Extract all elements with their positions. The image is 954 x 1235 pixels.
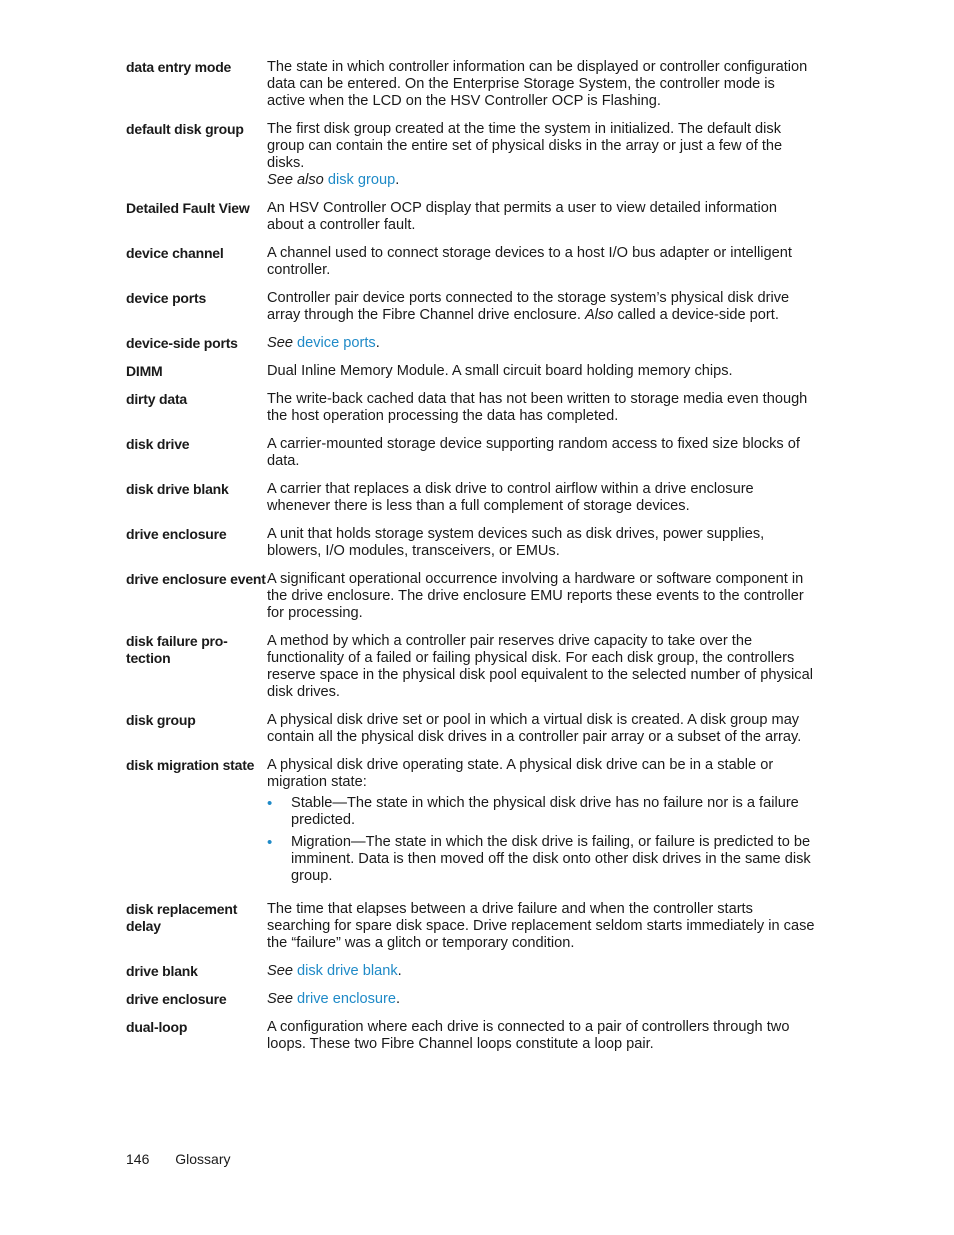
glossary-term: disk drive	[126, 436, 190, 452]
definition-body: A carrier that replaces a disk drive to control airflow within a drive enclosure whenever there is less than a full complement of storage devices.	[267, 481, 754, 514]
glossary-term: disk failure pro-tection	[126, 633, 228, 666]
glossary-entry	[126, 436, 816, 470]
glossary-definition	[267, 481, 816, 515]
definition-body: A carrier-mounted storage device supporting random access to fixed size blocks of data.	[267, 436, 800, 469]
definition-body: The state in which controller information can be displayed or controller configuration data can be entered. On the Enterprise Storage System, the controller mode is active when the LCD on the HSV Controller OCP is Flashing.	[267, 59, 808, 109]
see-prefix: See	[267, 335, 293, 351]
glossary-definition	[267, 633, 816, 701]
definition-text	[267, 901, 816, 952]
definition-body: A channel used to connect storage devices to a host I/O bus adapter or intelligent controller.	[267, 245, 792, 278]
definition-body: Dual Inline Memory Module. A small circuit board holding memory chips.	[267, 363, 733, 379]
also-text: called a device-side port.	[617, 307, 779, 323]
glossary-definition	[267, 391, 816, 425]
glossary-entry	[126, 633, 816, 701]
definition-text	[267, 712, 816, 746]
see-suffix: .	[375, 335, 380, 351]
definition-body: A physical disk drive operating state. A physical disk drive can be in a stable or migration state:	[267, 757, 774, 790]
glossary-entry	[126, 335, 816, 352]
glossary-entry	[126, 526, 816, 560]
glossary-term: drive blank	[126, 963, 198, 979]
glossary-entry	[126, 757, 816, 890]
glossary-entry	[126, 200, 816, 234]
see-prefix: See also	[267, 172, 324, 188]
glossary-definition	[267, 290, 816, 324]
definition-body: A physical disk drive set or pool in which a virtual disk is created. A disk group may contain all the physical disk drives in a controller pair array or a subset of the array.	[267, 712, 802, 745]
see-suffix: .	[395, 172, 400, 188]
glossary-term: drive enclosure event	[126, 571, 266, 587]
glossary-term: dual-loop	[126, 1019, 188, 1035]
glossary-definition	[267, 757, 816, 890]
definition-text	[267, 121, 816, 172]
glossary-term: DIMM	[126, 363, 163, 379]
glossary-entry	[126, 991, 816, 1008]
definition-body: The first disk group created at the time the system in initialized. The default disk group can contain the entire set of physical disks in the array or just a few of the disks.	[267, 121, 783, 171]
glossary-definition	[267, 1019, 816, 1053]
glossary-term: drive enclosure	[126, 991, 227, 1007]
definition-text	[267, 526, 816, 560]
glossary-term: device-side ports	[126, 335, 238, 351]
glossary-entry	[126, 481, 816, 515]
see-prefix: See	[267, 963, 293, 979]
glossary-definition	[267, 571, 816, 622]
see-reference	[267, 963, 816, 980]
glossary-entry	[126, 59, 816, 110]
glossary-term: disk migration state	[126, 757, 255, 773]
glossary-list	[126, 59, 816, 1064]
cross-reference-link[interactable]: drive enclosure	[297, 991, 396, 1007]
definition-body: The time that elapses between a drive failure and when the controller starts searching for spare disk space. Drive replacement seldom starts immediately in case the “failure” was a glitch or temporary condition.	[267, 901, 815, 951]
glossary-definition	[267, 121, 816, 189]
glossary-entry	[126, 245, 816, 279]
definition-text	[267, 59, 816, 110]
glossary-entry	[126, 391, 816, 425]
glossary-definition	[267, 59, 816, 110]
glossary-term: disk replacement delay	[126, 901, 238, 934]
glossary-definition	[267, 991, 816, 1008]
definition-text	[267, 571, 816, 622]
glossary-entry	[126, 363, 816, 380]
glossary-entry	[126, 1019, 816, 1053]
glossary-entry	[126, 290, 816, 324]
definition-text	[267, 436, 816, 470]
glossary-term: dirty data	[126, 391, 188, 407]
definition-body: A method by which a controller pair reserves drive capacity to take over the functionality of a failed or failing physical disk. For each disk group, the controllers reserve space in the physical disk pool equivalent to the selected number of physical disk drives.	[267, 633, 813, 700]
glossary-entry	[126, 712, 816, 746]
definition-text	[267, 757, 816, 791]
glossary-entry	[126, 121, 816, 189]
glossary-definition	[267, 901, 816, 952]
definition-body: A configuration where each drive is connected to a pair of controllers through two loops. These two Fibre Channel loops constitute a loop pair.	[267, 1019, 790, 1052]
definition-body: A significant operational occurrence involving a hardware or software component in the drive enclosure. The drive enclosure EMU reports these events to the controller for processing.	[267, 571, 804, 621]
cross-reference-link[interactable]: device ports	[297, 335, 376, 351]
definition-text	[267, 363, 816, 380]
bullet-text: Migration—The state in which the disk drive is failing, or failure is predicted to be imminent. Data is then moved off the disk onto other disk drives in the same disk group.	[291, 834, 811, 884]
definition-body: Controller pair device ports connected to the storage system’s physical disk drive array through the Fibre Channel drive enclosure.	[267, 290, 790, 323]
see-reference	[267, 991, 816, 1008]
glossary-term: disk group	[126, 712, 196, 728]
definition-body: The write-back cached data that has not been written to storage media even though the host operation processing the data has completed.	[267, 391, 808, 424]
definition-text	[267, 391, 816, 425]
glossary-term: Detailed Fault View	[126, 200, 250, 216]
see-reference	[267, 335, 816, 352]
also-prefix: Also	[585, 307, 614, 323]
footer-section: Glossary	[175, 1151, 231, 1167]
glossary-definition	[267, 200, 816, 234]
glossary-term: device channel	[126, 245, 224, 261]
definition-text	[267, 245, 816, 279]
definition-text	[267, 481, 816, 515]
bullet-icon: •	[267, 834, 273, 851]
glossary-term: data entry mode	[126, 59, 232, 75]
definition-text	[267, 1019, 816, 1053]
see-suffix: .	[397, 963, 402, 979]
bullet-list	[267, 795, 816, 885]
bullet-item	[267, 795, 816, 829]
glossary-entry	[126, 571, 816, 622]
see-suffix: .	[396, 991, 401, 1007]
definition-text	[267, 200, 816, 234]
bullet-text: Stable—The state in which the physical disk drive has no failure nor is a failure predicted.	[291, 795, 799, 828]
definition-body: An HSV Controller OCP display that permits a user to view detailed information about a controller fault.	[267, 200, 777, 233]
bullet-icon: •	[267, 795, 273, 812]
glossary-entry	[126, 963, 816, 980]
page-number: 146	[126, 1151, 150, 1167]
glossary-term: drive enclosure	[126, 526, 227, 542]
bullet-item	[267, 834, 816, 885]
glossary-definition	[267, 436, 816, 470]
definition-body: A unit that holds storage system devices such as disk drives, power supplies, blowers, I/O modules, transceivers, or EMUs.	[267, 526, 765, 559]
glossary-definition	[267, 245, 816, 279]
glossary-definition	[267, 963, 816, 980]
cross-reference-link[interactable]: disk group	[327, 172, 396, 188]
definition-text	[267, 290, 816, 324]
cross-reference-link[interactable]: disk drive blank	[297, 963, 398, 979]
see-prefix: See	[267, 991, 293, 1007]
glossary-definition	[267, 363, 816, 380]
glossary-definition	[267, 712, 816, 746]
see-reference	[267, 172, 816, 189]
page-footer	[126, 1151, 252, 1167]
glossary-term: disk drive blank	[126, 481, 229, 497]
glossary-entry	[126, 901, 816, 952]
glossary-term: default disk group	[126, 121, 244, 137]
definition-text	[267, 633, 816, 701]
glossary-term: device ports	[126, 290, 207, 306]
glossary-definition	[267, 335, 816, 352]
glossary-definition	[267, 526, 816, 560]
